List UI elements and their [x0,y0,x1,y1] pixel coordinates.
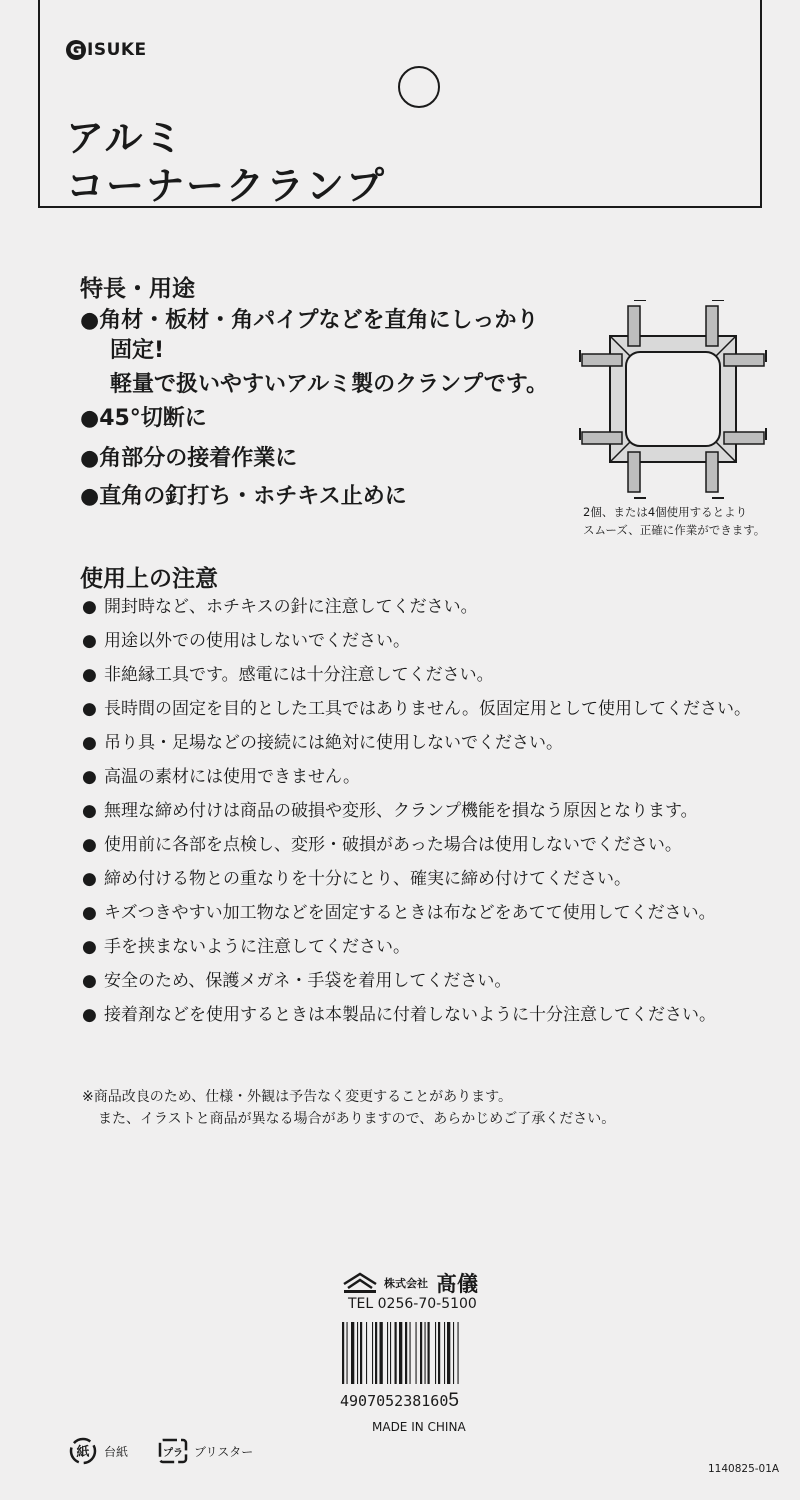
barcode-bar [342,1322,344,1384]
product-title [66,114,386,210]
barcode-bar [416,1322,417,1384]
caution-item: ● 長時間の固定を目的とした工具ではありません。仮固定用として使用してください。 [82,698,772,720]
barcode-bar [425,1322,426,1384]
barcode [340,1322,500,1384]
product-title-line2: コーナークランプ [66,164,387,208]
barcode-check-digit: 5 [448,1390,459,1411]
barcode-bar [380,1322,383,1384]
plastic-recycle-icon [156,1436,190,1466]
product-title-line1: アルミ [66,116,185,160]
caution-item: ● キズつきやすい加工物などを固定するときは布などをあてて使用してください。 [82,902,772,924]
company-logo-icon [342,1272,378,1294]
barcode-bar [458,1322,459,1384]
plastic-recycle-mark [156,1436,253,1466]
barcode-bar [420,1322,422,1384]
caution-item: ● 開封時など、ホチキスの針に注意してください。 [82,596,772,618]
caution-item: ● 使用前に各部を点検し、変形・破損があった場合は使用しないでください。 [82,834,772,856]
maker-info [342,1268,478,1298]
barcode-bar [399,1322,402,1384]
disclaimer-line1: ※商品改良のため、仕様・外観は予告なく変更することがあります。 [82,1089,513,1105]
caution-item: ● 接着剤などを使用するときは本製品に付着しないように十分注意してください。 [82,1004,772,1026]
barcode-bar [387,1322,388,1384]
barcode-bar [435,1322,436,1384]
country-of-origin: MADE IN CHINA [372,1420,466,1434]
caution-list [82,596,772,1038]
company-name: 髙儀 [436,1272,478,1296]
feature-item-1-line3: 軽量で扱いやすいアルミ製のクランプです。 [110,372,549,397]
barcode-bar [372,1322,373,1384]
barcode-bar [347,1322,348,1384]
barcode-bar [438,1322,440,1384]
feature-item-3: ●角部分の接着作業に [80,446,298,471]
barcode-bar [351,1322,354,1384]
clamp-illustration [578,300,768,500]
brand-logo [66,40,147,60]
paper-recycle-icon [66,1436,100,1466]
barcode-bar [405,1322,407,1384]
barcode-bar [428,1322,430,1384]
features-heading: 特長・用途 [80,276,195,302]
paper-recycle-mark [66,1436,128,1466]
feature-item-2: ●45°切断に [80,406,207,431]
barcode-digits: 490705238160 [340,1392,449,1410]
feature-item-1-line2: 固定! [110,338,165,363]
barcode-bar [447,1322,450,1384]
brand-name: ISUKE [87,40,147,60]
caution-item: ● 手を挟まないように注意してください。 [82,936,772,958]
caption-line2: スムーズ、正確に作業ができます。 [583,523,766,537]
barcode-bar [366,1322,367,1384]
barcode-bar [360,1322,362,1384]
barcode-bar [453,1322,454,1384]
paper-recycle-label: 台紙 [104,1444,129,1459]
feature-item-1 [80,306,548,400]
barcode-bar [357,1322,358,1384]
hang-hole [398,66,440,108]
barcode-number [340,1390,459,1412]
feature-item-1-line1: ●角材・板材・角パイプなどを直角にしっかり [80,308,539,333]
caption-line1: 2個、または4個使用するとより [583,505,748,519]
caution-item: ● 吊り具・足場などの接続には絶対に使用しないでください。 [82,732,772,754]
illustration-caption [583,503,765,539]
barcode-bar [375,1322,377,1384]
disclaimer-line2: また、イラストと商品が異なる場合がありますので、あらかじめご了承ください。 [98,1111,616,1127]
barcode-bar [390,1322,391,1384]
feature-item-4: ●直角の釘打ち・ホチキス止めに [80,484,407,509]
caution-item: ● 非絶縁工具です。感電には十分注意してください。 [82,664,772,686]
caution-item: ● 安全のため、保護メガネ・手袋を着用してください。 [82,970,772,992]
plastic-recycle-label: ブリスター [194,1444,254,1459]
barcode-bar [410,1322,411,1384]
paper-symbol-text: 紙 [76,1445,90,1460]
disclaimer [82,1086,615,1130]
barcode-bar [395,1322,397,1384]
brand-mark: G [66,40,86,60]
barcode-bar [444,1322,445,1384]
caution-item: ● 高温の素材には使用できません。 [82,766,772,788]
caution-item: ● 締め付ける物との重なりを十分にとり、確実に締め付けてください。 [82,868,772,890]
cautions-heading: 使用上の注意 [80,566,218,592]
product-code: 1140825-01A [708,1463,780,1475]
caution-item: ● 無理な締め付けは商品の破損や変形、クランプ機能を損なう原因となります。 [82,800,772,822]
caution-item: ● 用途以外での使用はしないでください。 [82,630,772,652]
phone-number: TEL 0256-70-5100 [348,1296,477,1312]
plastic-symbol-text: プラ [163,1448,183,1459]
company-type: 株式会社 [384,1277,428,1290]
